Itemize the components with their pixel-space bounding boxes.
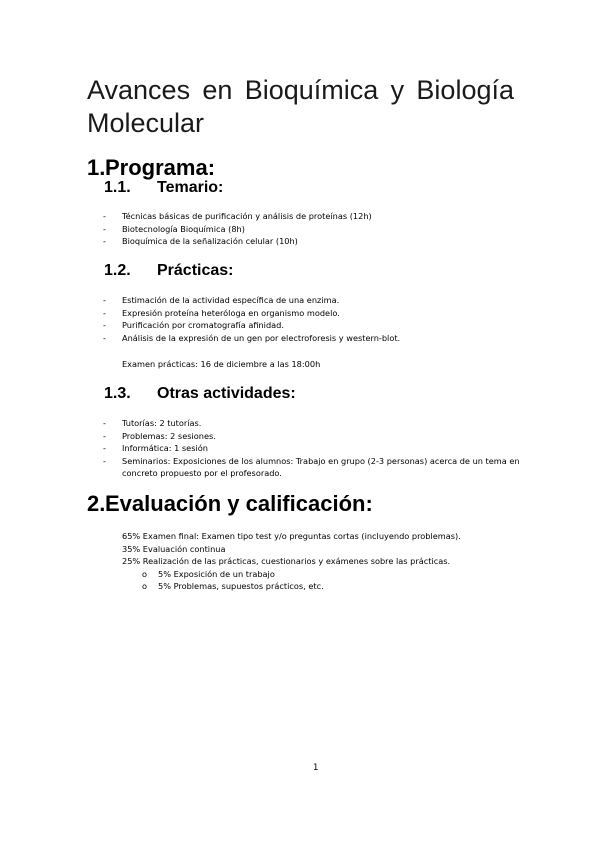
list-item: - Expresión proteína heteróloga en organismo modelo. <box>103 307 340 318</box>
subsection-title: Otras actividades: <box>157 385 296 402</box>
subsection-number: 1.1. <box>104 179 131 196</box>
dash-marker: - <box>103 455 106 466</box>
section-title: Programa: <box>105 155 216 180</box>
dash-marker: - <box>103 223 106 234</box>
dash-marker: - <box>103 443 106 453</box>
evaluation-line: 35% Evaluación continua <box>122 543 226 554</box>
circle-bullet: o <box>142 568 148 579</box>
list-item: - Problemas: 2 sesiones. <box>103 430 216 441</box>
exam-practicas-note: Examen prácticas: 16 de diciembre a las 18:00h <box>122 359 321 369</box>
list-item: - Análisis de la expresión de un gen por electroforesis y western-blot. <box>103 332 401 343</box>
dash-marker: - <box>103 307 106 318</box>
practicas-list <box>103 294 523 344</box>
dash-marker: - <box>103 211 106 221</box>
dash-marker: - <box>103 332 106 343</box>
otras-list <box>103 417 523 480</box>
list-item: - Estimación de la actividad específica de una enzima. <box>103 295 340 305</box>
subsection-title: Temario: <box>157 179 224 196</box>
section-heading-evaluacion <box>87 491 373 517</box>
subsection-title: Prácticas: <box>157 262 234 279</box>
circle-bullet: o <box>142 581 148 591</box>
temario-list <box>103 210 523 248</box>
section-number: 1. <box>87 155 106 180</box>
evaluation-line: 65% Examen final: Examen tipo test y/o preguntas cortas (incluyendo problemas). <box>122 531 461 541</box>
section-number: 2. <box>87 491 106 516</box>
list-item: - Bioquímica de la señalización celular (10h) <box>103 236 298 246</box>
evaluation-subitem: o 5% Problemas, supuestos prácticos, etc. <box>142 581 324 591</box>
list-item: - Seminarios: Exposiciones de los alumnos: Trabajo en grupo (2-3 personas) acerca de un tema en concreto propuesto por el profesorado. <box>103 455 520 478</box>
evaluation-details <box>122 530 461 593</box>
subsection-heading-practicas <box>104 262 234 280</box>
subsection-heading-otras <box>104 385 296 403</box>
dash-marker: - <box>103 295 106 305</box>
subsection-heading-temario <box>104 179 223 197</box>
subsection-number: 1.2. <box>104 262 131 279</box>
page-number: 1 <box>313 763 319 773</box>
list-item: - Biotecnología Bioquímica (8h) <box>103 223 245 234</box>
list-item: - Técnicas básicas de purificación y análisis de proteínas (12h) <box>103 211 372 221</box>
dash-marker: - <box>103 418 106 428</box>
dash-marker: - <box>103 320 106 330</box>
evaluation-line: 25% Realización de las prácticas, cuestionarios y exámenes sobre las prácticas. <box>122 556 451 566</box>
document-title: Avances en Bioquímica y Biología Molecular <box>87 75 514 138</box>
dash-marker: - <box>103 430 106 441</box>
subsection-number: 1.3. <box>104 385 131 402</box>
list-item: - Informática: 1 sesión <box>103 443 208 453</box>
evaluation-subitem: o 5% Exposición de un trabajo <box>142 568 275 579</box>
section-heading-programa <box>87 155 215 181</box>
list-item: - Purificación por cromatografía afinidad. <box>103 320 284 330</box>
list-item: - Tutorías: 2 tutorías. <box>103 418 202 428</box>
dash-marker: - <box>103 236 106 246</box>
section-title: Evaluación y calificación: <box>105 491 373 516</box>
